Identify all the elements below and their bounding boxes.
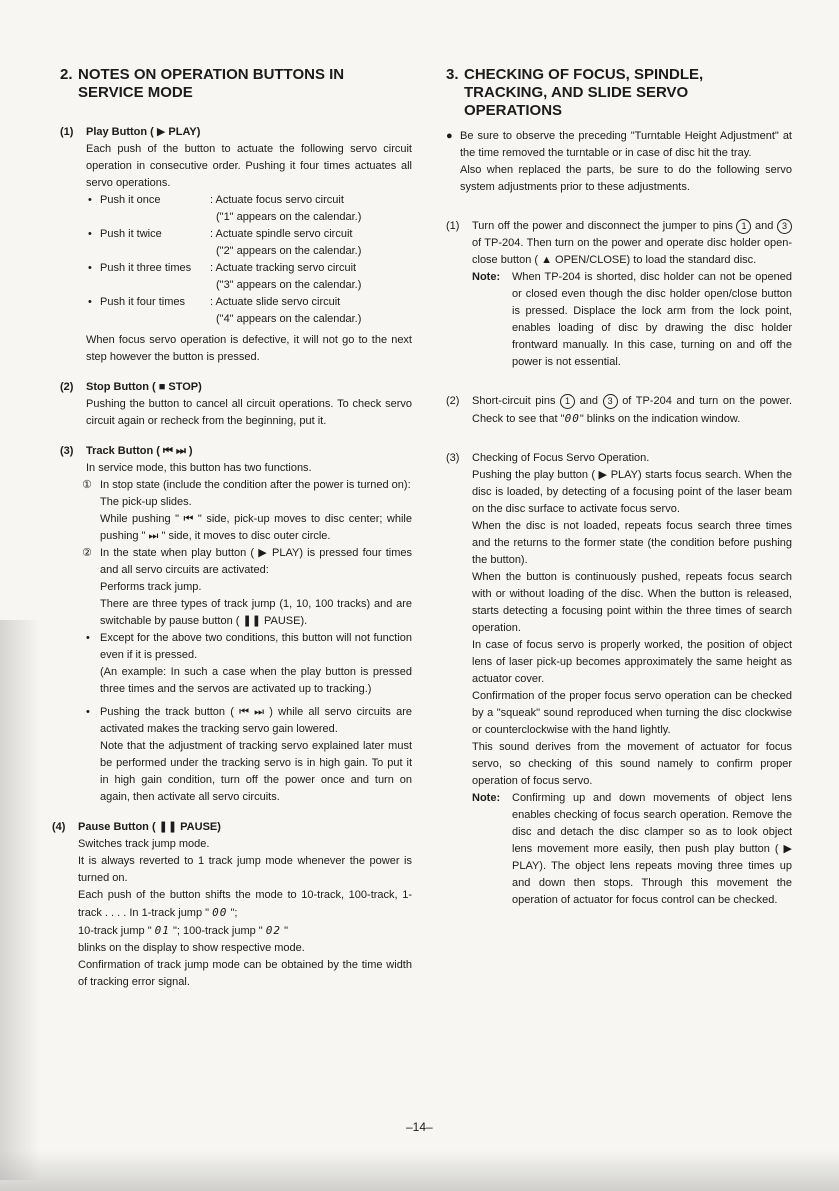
- track-bullet-2a: Note that the adjustment of tracking servo explained later must be performed under the tracking servo is in high gain. To put it in high gain condition, turn off the power once and turn on again, then activate all servo circuits.: [100, 740, 412, 803]
- track-item-2a: Performs track jump.: [100, 581, 202, 593]
- track-item-1a: The pick-up slides.: [100, 496, 192, 508]
- track-item-1b: While pushing " ⏮ " side, pick-up moves to disc center; while pushing " ⏭ " side, it moves to disc outer circle.: [100, 513, 412, 542]
- bullet-icon: •: [88, 262, 92, 274]
- right-column: [446, 66, 792, 922]
- pause-body: Switches track jump mode. It is always reverted to 1 track jump mode whenever the power is turned on. Each push of the button shifts the mode to 10-track, 100-track, 1-track . . . . In 1-track jump " 00 "; 10-track jump " 01 "; 100-track jump " 02 " blinks on the display to show respective mode. Confirmation of track jump mode can be obtained by the time width of tracking error signal.: [78, 838, 412, 988]
- play-button-title: (1) Play Button ( ▶ PLAY): [60, 126, 201, 138]
- pause-button-title: (4) Pause Button ( ❚❚ PAUSE): [52, 821, 221, 833]
- bullet-icon: ●: [446, 130, 453, 142]
- push-list: [60, 192, 412, 328]
- push-item: • Push it once : Actuate focus servo circuit ("1" appears on the calendar.): [60, 192, 412, 226]
- step-3-section: (3) Checking of Focus Servo Operation. Pushing the play button ( ▶ PLAY) starts focus search. When the disc is loaded, by detecting of a focusing point of the laser beam on the disc surface to activate focus servo. When the disc is not loaded, repeats focus search three times and the returns to the former state (the condition before pushing the button). When the button is continuously pushed, repeats focus search with or without loading of the disc. When the button is released, starts detecting a focusing point within the three times of search operation. In case of focus servo is properly worked, the position of object lens of laser pick-up becomes approximately the same height as actuator cover. Confirmation of the proper focus servo operation can be checked by a "squeak" sound reproduced when turning the disc clockwise or counterclockwise with the hand lightly. This sound derives from the movement of actuator for focus servo, so checking of this sound namely to confirm proper operation of focus servo. Note: Confirming up and down movements of object lens enables checking of focus search operation. Remove the disc and detach the disc clamper so as to look object lens movement more easily, then push play button ( ▶ PLAY). The object lens repeats moving three times up and down then stops. Through this movement the operation of actuator for focus control can be checked.: [446, 450, 792, 909]
- bullet-icon: •: [88, 296, 92, 308]
- page-number: –14–: [406, 1120, 433, 1134]
- track-button-section: [60, 443, 412, 806]
- track-item-1: ① In stop state (include the condition after the power is turned on):: [82, 479, 411, 491]
- stop-button-title: (2) Stop Button ( ■ STOP): [60, 381, 202, 393]
- step-2-section: (2) Short-circuit pins 1 and 3 of TP-204 and turn on the power. Check to see that "00" blinks on the indication window.: [446, 395, 792, 425]
- left-column: [52, 66, 412, 1004]
- push-item: • Push it four times : Actuate slide servo circuit ("4" appears on the calendar.): [60, 294, 412, 328]
- step-1-note: Note: When TP-204 is shorted, disc holder can not be opened or closed even though the disc holder open/close button is pressed. Displace the lock arm from the lock point, enables loading of disc by drawing the disc holder frontward manually. In this case, turning on and off the power is not essential.: [472, 271, 792, 368]
- pin-3-circle: 3: [777, 219, 792, 234]
- step-1-section: (1) Turn off the power and disconnect the jumper to pins 1 and 3 of TP-204. Then turn on the power and operate disc holder open-close button ( ▲ OPEN/CLOSE) to load the standard disc. Note: When TP-204 is shorted, disc holder can not be opened or closed even though the disc holder open/close button is pressed. Displace the lock arm from the lock point, enables loading of disc by drawing the disc holder frontward manually. In this case, turning on and off the power is not essential.: [446, 218, 792, 371]
- scan-shadow-bottom: [0, 1150, 839, 1191]
- stop-body: Pushing the button to cancel all circuit operations. To check servo circuit again or recheck from the beginning, put it.: [86, 398, 412, 427]
- pin-3-circle: 3: [603, 394, 618, 409]
- track-bullet-1: • Except for the above two conditions, this button will not function even if it is pressed.: [60, 630, 412, 664]
- segment-display-00: 00: [212, 906, 228, 919]
- section-3-heading: 3. CHECKING OF FOCUS, SPINDLE, TRACKING, AND SLIDE SERVO OPERATIONS: [446, 66, 704, 119]
- bullet-icon: •: [88, 194, 92, 206]
- section-3-intro: ● Be sure to observe the preceding "Turntable Height Adjustment" at the time removed the turntable or in case of disc hit the tray. Also when replaced the parts, be sure to do the following servo system adjustments prior to these adjustments.: [446, 130, 792, 193]
- step-3-note: Note: Confirming up and down movements of object lens enables checking of focus search operation. Remove the disc and detach the disc clamper so as to look object lens movement more easily, then push play button ( ▶ PLAY). The object lens repeats moving three times up and down then stops. Through this movement the operation of actuator for focus control can be checked.: [472, 792, 792, 906]
- pin-1-circle: 1: [560, 394, 575, 409]
- pin-1-circle: 1: [736, 219, 751, 234]
- pause-button-section: [52, 819, 412, 991]
- segment-display-00: 00: [564, 412, 580, 425]
- play-button-section: [60, 124, 412, 366]
- track-item-2b: There are three types of track jump (1, 10, 100 tracks) and are switchable by pause button ( ❚❚ PAUSE).: [100, 598, 412, 627]
- play-outro: When focus servo operation is defective, it will not go to the next step however the button is pressed.: [86, 334, 412, 363]
- section-2-heading: 2. NOTES ON OPERATION BUTTONS IN SERVICE MODE: [60, 66, 345, 101]
- track-button-title: (3) Track Button ( ⏮ ⏭ ): [60, 445, 193, 457]
- track-bullet-1a: (An example: In such a case when the play button is pressed three times and the servos are activated up to tracking.): [100, 666, 412, 695]
- step-3-title: Checking of Focus Servo Operation.: [472, 452, 650, 464]
- stop-button-section: [60, 379, 412, 430]
- bullet-icon: •: [88, 228, 92, 240]
- scan-shadow-left: [0, 620, 40, 1180]
- track-intro: In service mode, this button has two functions.: [86, 462, 312, 474]
- play-intro: Each push of the button to actuate the following servo circuit operation in consecutive order. Pushing it four times actuates all servo operations.: [86, 143, 412, 189]
- track-item-2: ② In the state when play button ( ▶ PLAY) is pressed four times and all servo circuits are activated:: [82, 547, 412, 576]
- push-item: • Push it twice : Actuate spindle servo circuit ("2" appears on the calendar.): [60, 226, 412, 260]
- push-item: • Push it three times : Actuate tracking servo circuit ("3" appears on the calendar.): [60, 260, 412, 294]
- segment-display-01: 01: [154, 924, 170, 937]
- track-bullet-2: • Pushing the track button ( ⏮ ⏭ ) while all servo circuits are activated makes the tracking servo gain lowered.: [60, 704, 412, 738]
- segment-display-02: 02: [265, 924, 282, 937]
